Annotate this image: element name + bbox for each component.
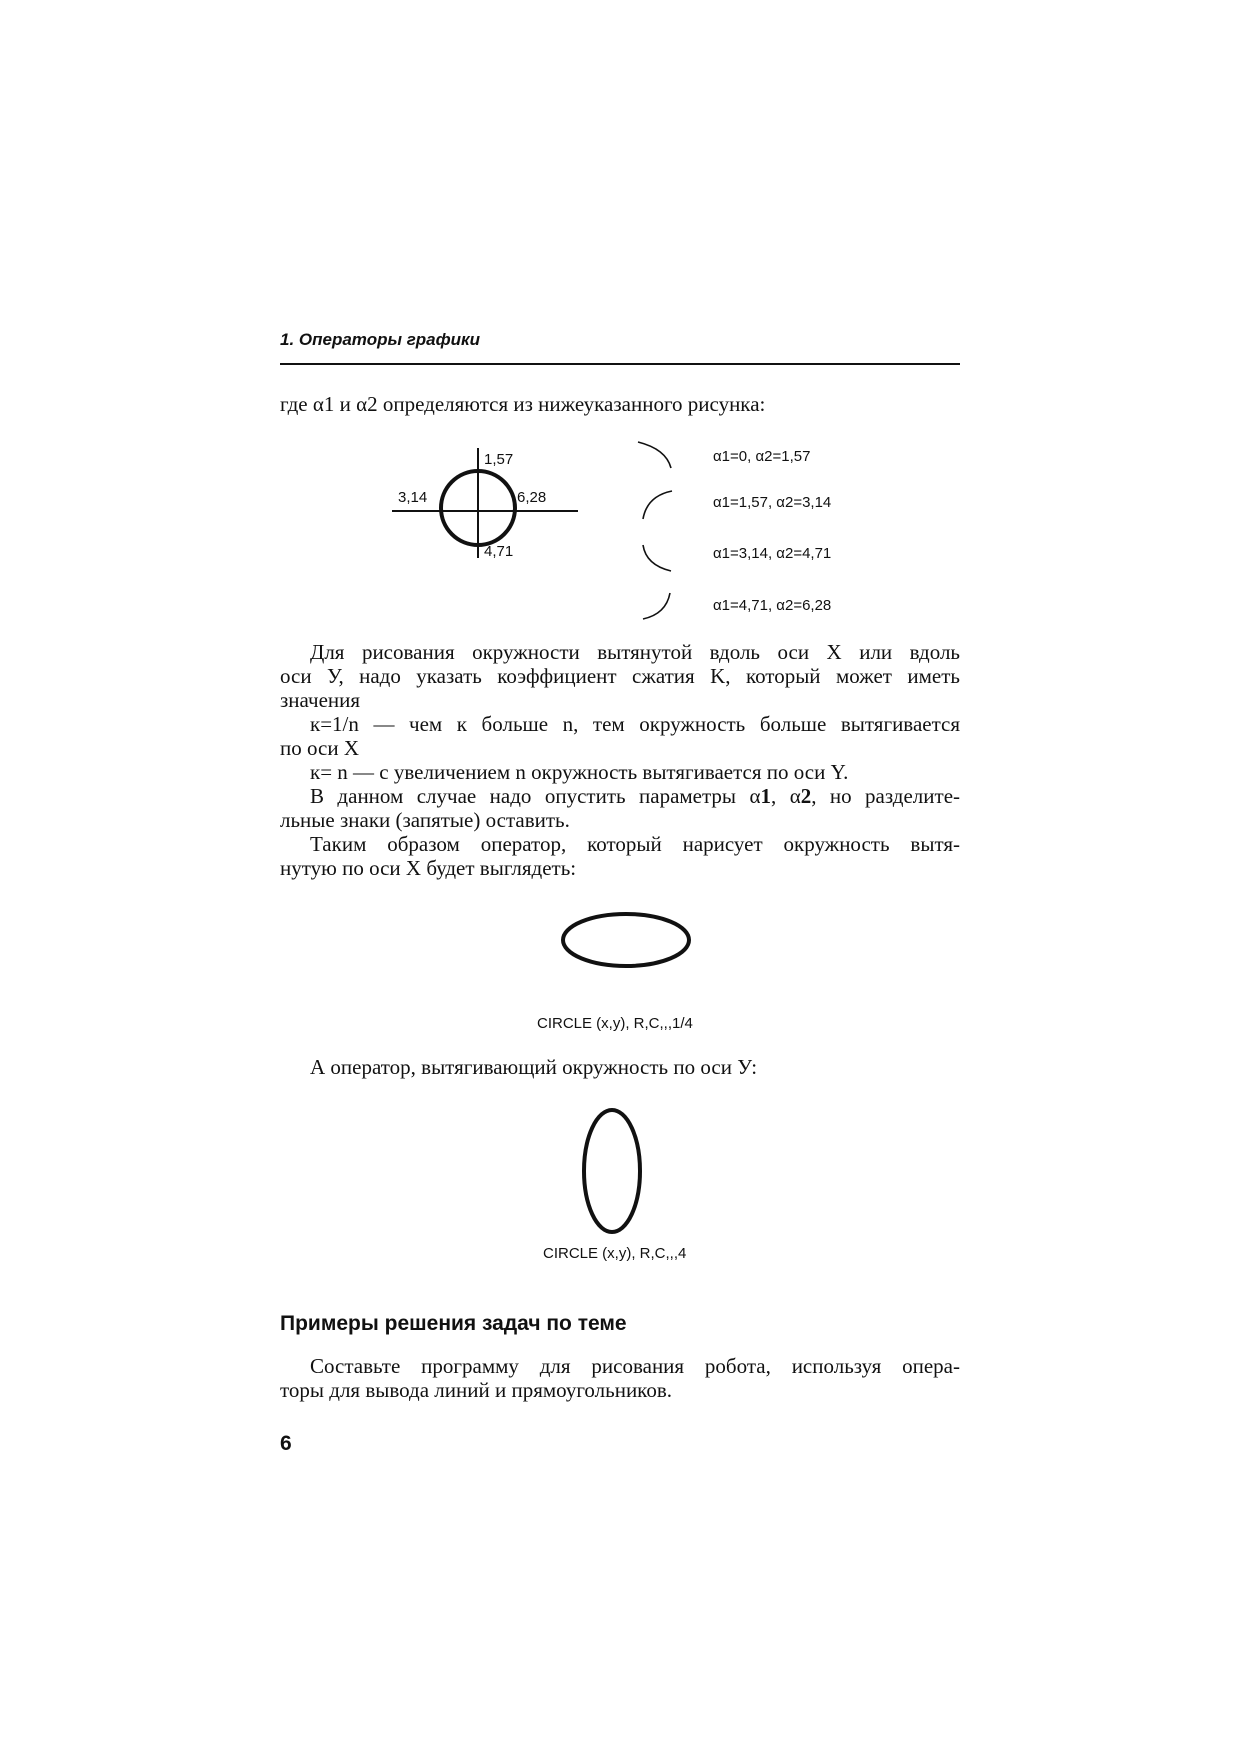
section-title: Примеры решения задач по теме — [280, 1312, 627, 1335]
arc-label-3: α1=3,14, α2=4,71 — [713, 545, 832, 562]
intro-alpha1: α1 — [312, 392, 335, 416]
arc-label-2: α1=1,57, α2=3,14 — [713, 494, 832, 511]
label-left: 3,14 — [398, 489, 428, 506]
paragraph-3: к= n — с увеличением n окружность вытягивается по оси Y. — [310, 760, 849, 784]
page-number: 6 — [280, 1432, 292, 1455]
arc-label-1: α1=0, α2=1,57 — [713, 448, 811, 465]
ellipse-x — [563, 914, 689, 966]
paragraph-1-line-2: оси У, надо указать коэффициент сжатия K, который может иметь — [280, 664, 960, 688]
paragraph-5-line-1: Таким образом оператор, который нарисует окружность вытя- — [310, 832, 960, 856]
paragraph-1-line-3: значения — [280, 688, 361, 712]
intro-mid: и — [334, 392, 357, 416]
paragraph-4-line-2: льные знаки (запятые) оставить. — [280, 808, 570, 832]
running-head: 1. Операторы графики — [280, 330, 481, 349]
paragraph-4-line-1: В данном случае надо опустить параметры α1, α2, но разделите- — [310, 784, 961, 808]
intro-suffix: определяются из нижеуказанного рисунка: — [377, 392, 766, 416]
paragraph-6: А оператор, вытягивающий окружность по оси У: — [310, 1055, 758, 1079]
label-bottom: 4,71 — [484, 543, 514, 560]
label-top: 1,57 — [484, 451, 514, 468]
arc-label-4: α1=4,71, α2=6,28 — [713, 597, 832, 614]
caption-ellipse-x: CIRCLE (x,y), R,C,,,1/4 — [537, 1015, 693, 1032]
caption-ellipse-y: CIRCLE (x,y), R,C,,,4 — [543, 1245, 687, 1262]
intro-alpha2: α2 — [356, 392, 378, 416]
paragraph-5-line-2: нутую по оси X будет выглядеть: — [280, 856, 577, 880]
label-right: 6,28 — [517, 489, 547, 506]
paragraph-1-line-1: Для рисования окружности вытянутой вдоль оси X или вдоль — [310, 640, 960, 664]
paragraph-2-line-1: к=1/n — чем к больше n, тем окружность больше вытягивается — [310, 712, 960, 736]
intro-prefix: где — [280, 392, 313, 416]
paragraph-2-line-2: по оси X — [280, 736, 359, 760]
ellipse-y — [584, 1110, 640, 1232]
section-line-2: торы для вывода линий и прямоугольников. — [280, 1378, 672, 1402]
section-line-1: Составьте программу для рисования робота, используя опера- — [310, 1354, 960, 1378]
